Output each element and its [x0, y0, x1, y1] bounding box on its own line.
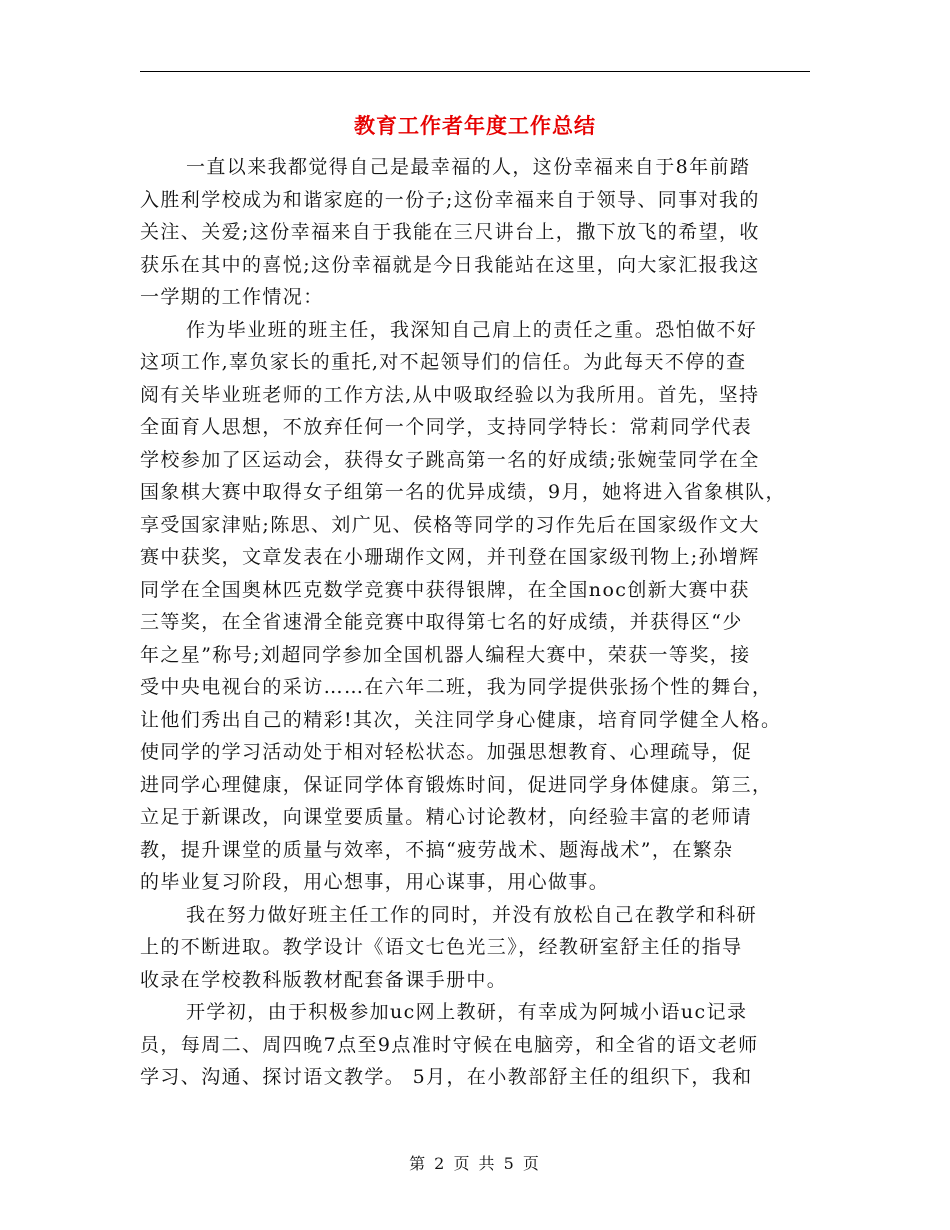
paragraph [140, 314, 812, 899]
document-body [140, 151, 812, 1094]
paragraph-line: 立足于新课改，向课堂要质量。精心讨论教材，向经验丰富的老师请 [140, 806, 753, 828]
paragraph-line: 三等奖，在全省速滑全能竞赛中取得第七名的好成绩，并获得区“少 [140, 611, 743, 633]
paragraph-line: 学校参加了区运动会，获得女子跳高第一名的好成绩;张婉莹同学在全 [140, 448, 760, 471]
paragraph-line: 员，每周二、周四晚7点至9点准时守候在电脑旁，和全省的语文老师 [140, 1033, 759, 1056]
header-rule [140, 71, 810, 72]
paragraph [140, 899, 812, 997]
paragraph-line: 一学期的工作情况： [140, 286, 324, 308]
paragraph-line: 上的不断进取。教学设计《语文七色光三》，经教研室舒主任的指导 [140, 936, 743, 958]
paragraph-line: 赛中获奖，文章发表在小珊瑚作文网，并刊登在国家级刊物上;孙增辉 [140, 546, 760, 568]
paragraph-line: 开学初，由于积极参加uc网上教研，有幸成为阿城小语uc记录 [186, 1001, 748, 1023]
paragraph-line: 入胜利学校成为和谐家庭的一份子;这份幸福来自于领导、同事对我的 [140, 188, 760, 211]
paragraph-line: 获乐在其中的喜悦;这份幸福就是今日我能站在这里，向大家汇报我这 [140, 253, 760, 276]
paragraph [140, 996, 812, 1094]
paragraph-line: 使同学的学习活动处于相对轻松状态。加强思想教育、心理疏导，促 [140, 741, 753, 763]
paragraph-line: 年之星”称号;刘超同学参加全国机器人编程大赛中，荣获一等奖，接 [140, 643, 751, 666]
page-title: 教育工作者年度工作总结 [354, 113, 596, 138]
paragraph-line: 教，提升课堂的质量与效率，不搞“疲劳战术、题海战术”，在繁杂 [140, 838, 734, 861]
paragraph-line: 我在努力做好班主任工作的同时，并没有放松自己在教学和科研 [186, 903, 758, 926]
page-number: 第 2 页 共 5 页 [409, 1154, 541, 1173]
paragraph-line: 的毕业复习阶段，用心想事，用心谋事，用心做事。 [140, 871, 610, 893]
paragraph-line: 这项工作,辜负家长的重托,对不起领导们的信任。为此每天不停的查 [140, 351, 747, 373]
paragraph-line: 收录在学校教科版教材配套备课手册中。 [140, 968, 508, 991]
paragraph-line: 进同学心理健康，保证同学体育锻炼时间，促进同学身体健康。第三， [140, 773, 773, 796]
paragraph-line: 让他们秀出自己的精彩!其次，关注同学身心健康，培育同学健全人格。 [140, 708, 782, 731]
paragraph-line: 关注、关爱;这份幸福来自于我能在三尺讲台上，撒下放飞的希望，收 [140, 221, 760, 243]
paragraph-line: 一直以来我都觉得自己是最幸福的人，这份幸福来自于8年前踏 [186, 156, 751, 178]
paragraph [140, 151, 812, 314]
paragraph-line: 阅有关毕业班老师的工作方法,从中吸取经验以为我所用。首先，坚持 [140, 383, 760, 406]
paragraph-line: 享受国家津贴;陈思、刘广见、侯格等同学的习作先后在国家级作文大 [140, 513, 760, 536]
paragraph-line: 同学在全国奥林匹克数学竞赛中获得银牌，在全国noc创新大赛中获 [140, 578, 750, 601]
paragraph-line: 作为毕业班的班主任，我深知自己肩上的责任之重。恐怕做不好 [186, 318, 758, 341]
paragraph-line: 国象棋大赛中取得女子组第一名的优异成绩，9月，她将进入省象棋队， [140, 481, 786, 503]
paragraph-line: 学习、沟通、探讨语文教学。 5月，在小教部舒主任的组织下，我和 [140, 1066, 753, 1088]
paragraph-line: 受中央电视台的采访……在六年二班，我为同学提供张扬个性的舞台， [140, 676, 773, 698]
paragraph-line: 全面育人思想，不放弃任何一个同学，支持同学特长：常莉同学代表 [140, 416, 753, 438]
